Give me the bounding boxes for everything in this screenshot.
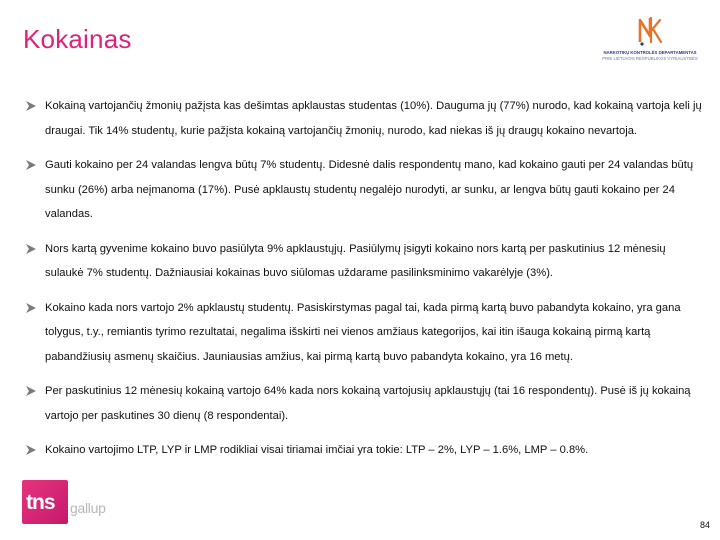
bullet-text: Kokainą vartojančių žmonių pažįsta kas dešimtas apklaustas studentas (10%). Dauguma jų (77%) nurodo, kad kokainą vartoja keli jų draugai. Tik 14% studentų, kurie pažįsta kokainą vartojančių žmonių, nurodo, kad niekas iš jų draugų kokaino nevartoja. — [45, 100, 702, 137]
arrow-bullet-icon — [25, 159, 37, 171]
bullet-list — [25, 94, 705, 473]
ntakd-logo-line1: NARKOTIKŲ KONTROLĖS DEPARTAMENTAS — [603, 50, 697, 55]
bullet-item — [25, 438, 705, 463]
arrow-bullet-icon — [25, 444, 37, 456]
slide-title: Kokainas — [23, 24, 132, 54]
arrow-bullet-icon — [25, 302, 37, 314]
arrow-bullet-icon — [25, 385, 37, 397]
arrow-bullet-icon — [25, 243, 37, 255]
bullet-text: Per paskutinius 12 mėnesių kokainą vartojo 64% kada nors kokainą vartojusių apklaustųjų (tai 16 respondentų). Pusė iš jų kokainą vartojo per paskutines 30 dienų (8 respondentai). — [45, 385, 691, 422]
tns-gallup-logo — [22, 480, 132, 524]
tns-logo-box — [22, 480, 68, 524]
bullet-item — [25, 296, 705, 370]
tns-logo-text: tns — [26, 491, 55, 514]
bullet-item — [25, 153, 705, 227]
bullet-item — [25, 94, 705, 143]
bullet-item — [25, 237, 705, 286]
bullet-text: Kokaino kada nors vartojo 2% apklaustų studentų. Pasiskirstymas pagal tai, kada pirmą kartą buvo pabandyta kokaino, yra gana tolygus, t.y., remiantis tyrimo rezultatai, negalima išskirti nei vienos amžiaus kategorijos, kai itin išauga kokainą pirmą kartą pabandžiusių asmenų skaičius. Jauniausias amžius, kai pirmą kartą buvo pabandyta kokaino, yra 16 metų. — [45, 301, 681, 363]
page-number: 84 — [699, 520, 710, 530]
arrow-bullet-icon — [25, 100, 37, 112]
bullet-text: Kokaino vartojimo LTP, LYP ir LMP rodikliai visai tiriamai imčiai yra tokie: LTP – 2%, LYP – 1.6%, LMP – 0.8%. — [45, 444, 589, 456]
ntakd-emblem-icon — [636, 14, 664, 48]
bullet-text: Gauti kokaino per 24 valandas lengva būtų 7% studentų. Didesnė dalis respondentų mano, kad kokaino gauti per 24 valandas būtų sunku (26%) arba neįmanoma (17%). Pusė apklaustų studentų negalėjo nurodyti, ar sunku, ar lengva būtų gauti kokaino per 24 valandas. — [45, 159, 694, 220]
ntakd-logo — [600, 14, 700, 66]
ntakd-logo-line2: PRIE LIETUVOS RESPUBLIKOS VYRIAUSYBĖS — [602, 56, 698, 61]
gallup-logo-text: gallup — [70, 500, 106, 516]
bullet-text: Nors kartą gyvenime kokaino buvo pasiūlyta 9% apklaustųjų. Pasiūlymų įsigyti kokaino nors kartą per paskutinius 12 mėnesių sulaukė 7% studentų. Dažniausiai kokainas buvo siūlomas uždarame pasilinksminimo vakarėlyje (3%). — [45, 242, 666, 279]
bullet-item — [25, 379, 705, 428]
